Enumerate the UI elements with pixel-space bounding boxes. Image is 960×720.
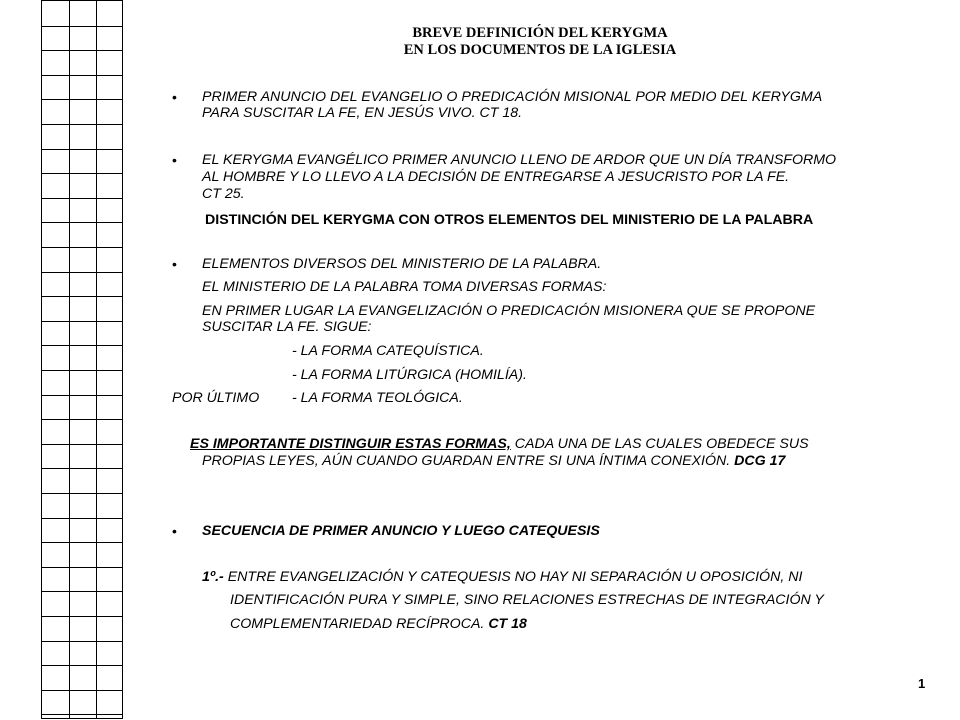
bullet-4-line-2 [202, 569, 802, 586]
grid-horizontal-line [42, 99, 122, 100]
form-liturgical: - LA FORMA LITÚRGICA (HOMILÍA). [292, 367, 527, 383]
title-line-2: EN LOS DOCUMENTOS DE LA IGLESIA [403, 42, 677, 58]
bullet-3-line-1: ELEMENTOS DIVERSOS DEL MINISTERIO DE LA PALABRA. [202, 256, 602, 272]
grid-horizontal-line [42, 493, 122, 494]
grid-horizontal-line [42, 468, 122, 469]
important-line-1-rest: CADA UNA DE LAS CUALES OBEDECE SUS [510, 436, 809, 452]
margin-grid [41, 0, 123, 719]
grid-horizontal-line [42, 124, 122, 125]
grid-horizontal-line [42, 321, 122, 322]
grid-horizontal-line [42, 518, 122, 519]
bullet-4-line-4 [230, 616, 527, 633]
bullet-4-line-3: IDENTIFICACIÓN PURA Y SIMPLE, SINO RELACIONES ESTRECHAS DE INTEGRACIÓN Y [230, 592, 824, 608]
grid-horizontal-line [42, 296, 122, 297]
grid-horizontal-line [42, 395, 122, 396]
document-title [260, 25, 820, 59]
grid-horizontal-line [42, 641, 122, 642]
grid-horizontal-line [42, 690, 122, 691]
bullet-4-line-1: SECUENCIA DE PRIMER ANUNCIO Y LUEGO CATEQUESIS [202, 523, 600, 539]
bullet-3-line-4: SUSCITAR LA FE. SIGUE: [202, 319, 372, 335]
important-line-1 [190, 436, 809, 453]
bullet-2-line-1: EL KERYGMA EVANGÉLICO PRIMER ANUNCIO LLENO DE ARDOR QUE UN DÍA TRANSFORMO [202, 152, 837, 168]
grid-horizontal-line [42, 345, 122, 346]
bullet-marker: • [172, 256, 177, 272]
bullet-2-line-3: CT 25. [202, 186, 245, 202]
grid-horizontal-line [42, 444, 122, 445]
title-line-1: BREVE DEFINICIÓN DEL KERYGMA [412, 25, 668, 41]
grid-vertical-line [96, 1, 97, 718]
last-label: POR ÚLTIMO [172, 390, 260, 406]
grid-horizontal-line [42, 591, 122, 592]
grid-horizontal-line [42, 198, 122, 199]
section-heading: DISTINCIÓN DEL KERYGMA CON OTROS ELEMENTOS DEL MINISTERIO DE LA PALABRA [205, 212, 814, 228]
important-line-2 [202, 453, 785, 470]
bullet-3-line-3: EN PRIMER LUGAR LA EVANGELIZACIÓN O PREDICACIÓN MISIONERA QUE SE PROPONE [202, 303, 816, 319]
important-emphasis: ES IMPORTANTE DISTINGUIR ESTAS FORMAS, [190, 436, 511, 452]
grid-horizontal-line [42, 419, 122, 420]
bullet-4-line-2-text: ENTRE EVANGELIZACIÓN Y CATEQUESIS NO HAY NI SEPARACIÓN U OPOSICIÓN, NI [223, 569, 803, 585]
grid-horizontal-line [42, 173, 122, 174]
form-theological: - LA FORMA TEOLÓGICA. [292, 390, 463, 406]
important-line-2-text: PROPIAS LEYES, AÚN CUANDO GUARDAN ENTRE SI UNA ÍNTIMA CONEXIÓN. [202, 453, 731, 469]
dcg-reference: DCG 17 [734, 453, 786, 469]
bullet-1-line-1: PRIMER ANUNCIO DEL EVANGELIO O PREDICACIÓN MISIONAL POR MEDIO DEL KERYGMA [202, 89, 823, 105]
grid-horizontal-line [42, 567, 122, 568]
grid-horizontal-line [42, 616, 122, 617]
ct-reference: CT 18 [488, 616, 527, 632]
grid-vertical-line [69, 1, 70, 718]
grid-horizontal-line [42, 272, 122, 273]
bullet-marker: • [172, 523, 177, 539]
grid-horizontal-line [42, 75, 122, 76]
grid-horizontal-line [42, 247, 122, 248]
grid-horizontal-line [42, 222, 122, 223]
bullet-3-line-2: EL MINISTERIO DE LA PALABRA TOMA DIVERSAS FORMAS: [202, 279, 607, 295]
bullet-2-line-2: AL HOMBRE Y LO LLEVO A LA DECISIÓN DE ENTREGARSE A JESUCRISTO POR LA FE. [202, 169, 790, 185]
bullet-marker: • [172, 89, 177, 105]
bullet-4-line-4-text: COMPLEMENTARIEDAD RECÍPROCA. [230, 616, 485, 632]
bullet-marker: • [172, 152, 177, 168]
point-number: 1º.- [202, 569, 224, 585]
grid-horizontal-line [42, 665, 122, 666]
grid-horizontal-line [42, 26, 122, 27]
grid-horizontal-line [42, 714, 122, 715]
form-catechetical: - LA FORMA CATEQUÍSTICA. [292, 343, 484, 359]
grid-horizontal-line [42, 542, 122, 543]
grid-horizontal-line [42, 149, 122, 150]
grid-horizontal-line [42, 50, 122, 51]
bullet-1-line-2: PARA SUSCITAR LA FE, EN JESÚS VIVO. CT 18. [202, 105, 523, 121]
grid-horizontal-line [42, 370, 122, 371]
page-number: 1 [918, 676, 926, 691]
